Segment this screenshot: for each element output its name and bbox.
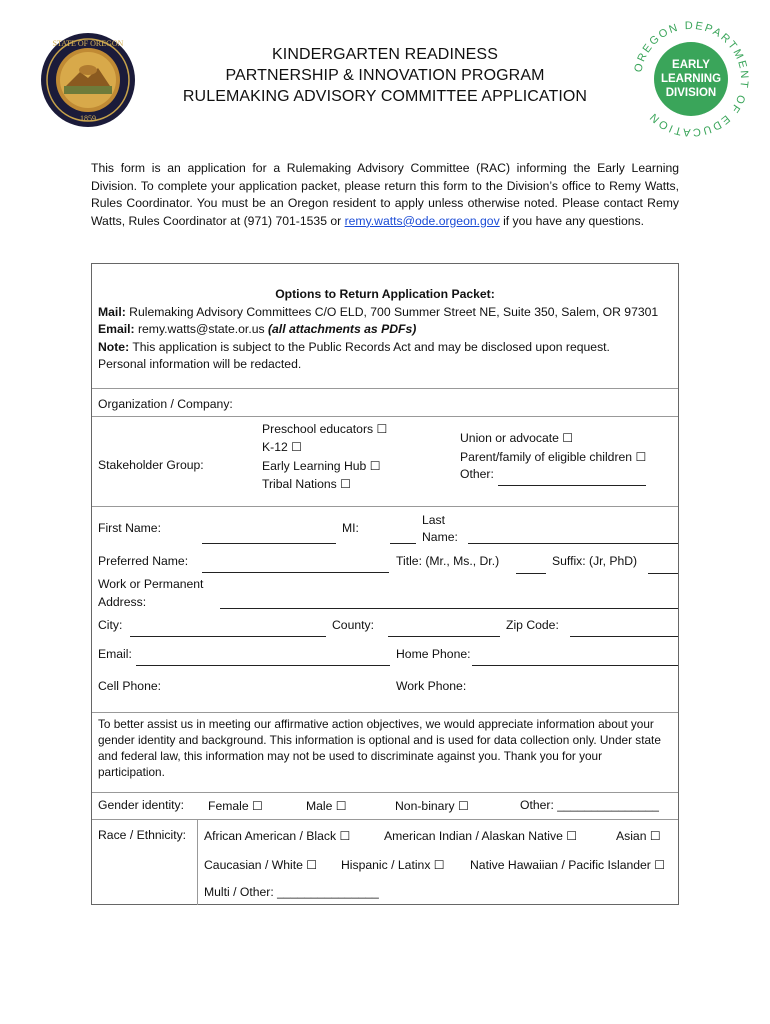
divider bbox=[92, 819, 678, 820]
checkbox-native-hawaiian[interactable]: Native Hawaiian / Pacific Islander ☐ bbox=[470, 858, 666, 872]
mail-label: Mail: bbox=[98, 305, 126, 319]
mi-input[interactable] bbox=[390, 543, 416, 544]
divider bbox=[92, 388, 678, 389]
checkbox-early-learning-hub[interactable]: Early Learning Hub ☐ bbox=[262, 459, 381, 473]
logo-line-1: EARLY bbox=[672, 59, 710, 71]
checkbox-parent-family[interactable]: Parent/family of eligible children ☐ bbox=[460, 450, 647, 464]
stakeholder-other-input[interactable] bbox=[498, 485, 646, 486]
checkbox-union-advocate[interactable]: Union or advocate ☐ bbox=[460, 431, 574, 445]
checkbox-caucasian[interactable]: Caucasian / White ☐ bbox=[204, 858, 318, 872]
mail-line bbox=[98, 304, 658, 320]
email-label: Email: bbox=[98, 322, 135, 336]
intro-text-end: if you have any questions. bbox=[499, 213, 644, 228]
application-form bbox=[91, 263, 679, 905]
address-input[interactable] bbox=[220, 608, 678, 609]
first-name-input[interactable] bbox=[202, 543, 336, 544]
checkbox-tribal-nations[interactable]: Tribal Nations ☐ bbox=[262, 477, 352, 491]
race-multi-other-field[interactable]: Multi / Other: _______________ bbox=[204, 885, 379, 899]
note-label: Note: bbox=[98, 340, 130, 354]
checkbox-hispanic[interactable]: Hispanic / Latinx ☐ bbox=[341, 858, 445, 872]
note-line-2: Personal information will be redacted. bbox=[98, 357, 302, 371]
gender-other-field[interactable]: Other: _______________ bbox=[520, 798, 659, 812]
home-phone-input[interactable] bbox=[472, 665, 678, 666]
zip-code-input[interactable] bbox=[570, 636, 678, 637]
home-phone-label: Home Phone: bbox=[396, 647, 471, 661]
email-value: remy.watts@state.or.us bbox=[134, 322, 268, 336]
checkbox-american-indian[interactable]: American Indian / Alaskan Native ☐ bbox=[384, 829, 578, 843]
logo-ring-text: OREGON DEPARTMENT OF EDUCATION bbox=[632, 20, 750, 138]
divider bbox=[92, 792, 678, 793]
county-input[interactable] bbox=[388, 636, 500, 637]
early-learning-division-logo bbox=[632, 20, 750, 138]
email-note: (all attachments as PDFs) bbox=[267, 322, 417, 336]
seal-top-text: STATE OF OREGON bbox=[52, 39, 124, 48]
suffix-label: Suffix: (Jr, PhD) bbox=[552, 554, 638, 568]
checkbox-k12[interactable]: K-12 ☐ bbox=[262, 440, 303, 454]
preferred-name-input[interactable] bbox=[202, 572, 389, 573]
divider bbox=[92, 506, 678, 507]
checkbox-asian[interactable]: Asian ☐ bbox=[616, 829, 661, 843]
county-label: County: bbox=[332, 618, 375, 632]
checkbox-african-american[interactable]: African American / Black ☐ bbox=[204, 829, 351, 843]
city-input[interactable] bbox=[130, 636, 326, 637]
note-value: This application is subject to the Public Records Act and may be disclosed upon request. bbox=[129, 340, 610, 354]
organization-label: Organization / Company: bbox=[98, 397, 233, 411]
gender-identity-label: Gender identity: bbox=[98, 798, 185, 812]
title-line-2: PARTNERSHIP & INNOVATION PROGRAM bbox=[225, 67, 545, 84]
last-name-label-1: Last bbox=[422, 513, 446, 527]
checkbox-male[interactable]: Male ☐ bbox=[306, 799, 347, 813]
divider bbox=[92, 416, 678, 417]
email-field-input[interactable] bbox=[136, 665, 390, 666]
checkbox-non-binary[interactable]: Non-binary ☐ bbox=[395, 799, 469, 813]
mi-label: MI: bbox=[342, 521, 359, 535]
title-line-1: KINDERGARTEN READINESS bbox=[272, 46, 498, 63]
address-label-2: Address: bbox=[98, 595, 147, 609]
checkbox-female[interactable]: Female ☐ bbox=[208, 799, 263, 813]
stakeholder-other-label: Other: bbox=[460, 467, 494, 481]
checkbox-preschool-educators[interactable]: Preschool educators ☐ bbox=[262, 422, 388, 436]
suffix-input[interactable] bbox=[648, 573, 678, 574]
intro-paragraph bbox=[91, 160, 679, 230]
first-name-label: First Name: bbox=[98, 521, 161, 535]
divider bbox=[92, 712, 678, 713]
seal-year: 1859 bbox=[80, 114, 96, 123]
zip-code-label: Zip Code: bbox=[506, 618, 559, 632]
options-heading: Options to Return Application Packet: bbox=[275, 287, 495, 301]
oregon-state-seal bbox=[40, 32, 136, 128]
address-label-1: Work or Permanent bbox=[98, 577, 204, 591]
logo-line-2: LEARNING bbox=[660, 73, 722, 85]
intro-text: This form is an application for a Rulemaking Advisory Committee (RAC) informing the Early Learning Division. To complete your application packet, please return this form to the Division’s office to Remy Watts, Rules Coordinator. You must be an Oregon resident to apply unless otherwise noted. Please contact Remy Watts, Rules Coordinator at (971) 701-1535 or bbox=[91, 161, 679, 228]
title-input[interactable] bbox=[516, 573, 546, 574]
contact-email-link[interactable]: remy.watts@ode.orgeon.gov bbox=[344, 213, 500, 228]
work-phone-label: Work Phone: bbox=[396, 679, 467, 693]
email-line bbox=[98, 321, 416, 337]
form-title bbox=[160, 44, 610, 107]
email-field-label: Email: bbox=[98, 647, 132, 661]
race-ethnicity-label: Race / Ethnicity: bbox=[98, 828, 187, 842]
cell-phone-label: Cell Phone: bbox=[98, 679, 162, 693]
note-line bbox=[98, 339, 610, 355]
title-line-3: RULEMAKING ADVISORY COMMITTEE APPLICATION bbox=[182, 88, 588, 105]
race-divider bbox=[197, 819, 198, 905]
mail-value: Rulemaking Advisory Committees C/O ELD, 700 Summer Street NE, Suite 350, Salem, OR 97301 bbox=[125, 305, 659, 319]
preferred-name-label: Preferred Name: bbox=[98, 554, 189, 568]
city-label: City: bbox=[98, 618, 123, 632]
last-name-input[interactable] bbox=[468, 543, 678, 544]
logo-line-3: DIVISION bbox=[665, 87, 717, 99]
last-name-label-2: Name: bbox=[422, 530, 458, 544]
stakeholder-group-label: Stakeholder Group: bbox=[98, 458, 204, 472]
title-label: Title: (Mr., Ms., Dr.) bbox=[396, 554, 500, 568]
affirmative-action-note: To better assist us in meeting our affirmative action objectives, we would appreciate information about your gender identity and background. This information is optional and is used for data collection only. Under state and federal law, this information may not be used to discriminate against you. Thank you for your participation. bbox=[98, 717, 661, 779]
